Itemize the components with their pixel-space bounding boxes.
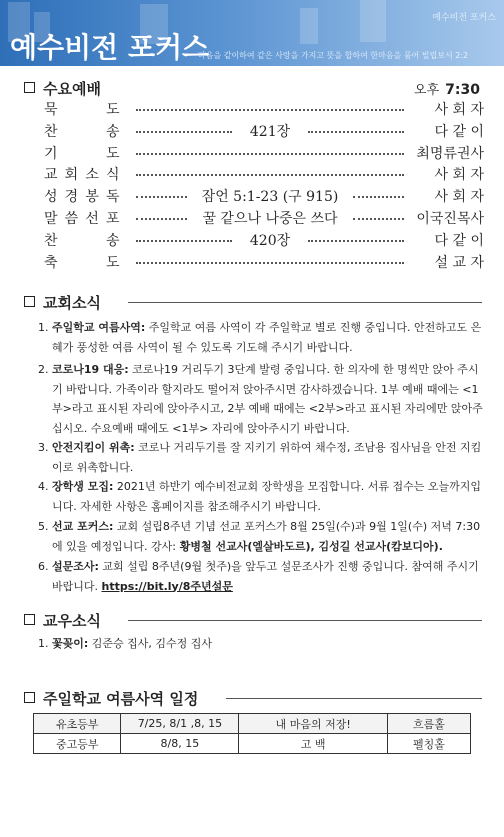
schedule-heading: 주일학교 여름사역 일정 <box>24 688 198 709</box>
service-row: 교 회 소 식 사 회 자 <box>44 164 484 186</box>
section-divider <box>128 302 482 303</box>
checkbox-square-icon <box>24 82 35 93</box>
service-row-detail: 잠언 5:1-23 (구 915) <box>201 189 339 206</box>
news-item-1: 1. 주일학교 여름사역: 주일학교 여름 사역이 각 주일학교 별로 진행 중입니다. 안전하고도 은혜가 풍성한 여름 사역이 될 수 있도록 기도해 주시기 바랍니다. <box>38 321 482 354</box>
schedule-table <box>33 713 471 754</box>
checkbox-square-icon <box>24 692 35 703</box>
service-row-person: 사 회 자 <box>434 167 484 184</box>
service-row-person: 사 회 자 <box>434 102 484 118</box>
dept-cell: 유초등부 <box>34 714 121 734</box>
checkbox-square-icon <box>24 614 35 625</box>
leader-dots <box>136 218 187 220</box>
leader-dots <box>136 262 404 264</box>
section-divider <box>226 698 482 699</box>
leader-dots <box>136 109 404 111</box>
service-row: 찬 송 421장 다 같 이 <box>44 121 484 143</box>
leader-dots <box>136 240 232 242</box>
leader-dots <box>136 153 404 155</box>
service-row: 성 경 봉 독 잠언 5:1-23 (구 915) 사 회 자 <box>44 186 484 208</box>
leader-dots <box>136 174 404 176</box>
service-row: 기 도 최명류권사 <box>44 143 484 165</box>
dept-cell: 중고등부 <box>34 734 121 754</box>
theme-cell: 내 마음의 저장! <box>239 714 388 734</box>
service-row: 말 씀 선 포 꿀 같으나 나중은 쓰다 이국진목사 <box>44 208 484 230</box>
place-cell: 흐름홀 <box>387 714 470 734</box>
service-row: 묵 도 사 회 자 <box>44 99 484 121</box>
bulletin-slogan: 마음을 같이하여 같은 사랑을 가지고 뜻을 합하여 한마음을 품어 빌립보서 2:2 <box>198 51 469 60</box>
news-item-2: 2. 코로나19 대응: 코로나19 거리두기 3단계 발령 중입니다. 한 의자에 한 명씩만 앉아 주시기 바랍니다. 가족이라 할지라도 떨어져 앉아주시면 감사하겠습니다. 1부 예배 때에는 <1부>라고 표시된 자리에 앉아주시고, 2부 예배 때에는 <2부>라고 표시된 자리에만 앉아주십시오. 수요예배 때에도 <1부> 자리에 앉아주시기 바랍니다. <box>38 363 483 435</box>
leader-dots <box>136 196 187 198</box>
service-row-person: 사 회 자 <box>434 189 484 206</box>
leader-dots <box>308 131 404 133</box>
church-news-heading: 교회소식 <box>24 292 101 313</box>
service-row-person: 이국진목사 <box>416 211 484 227</box>
table-row <box>34 714 471 734</box>
checkbox-square-icon <box>24 296 35 307</box>
leader-dots <box>353 196 404 198</box>
news-item-6: 6. 설문조사: 교회 설립 8주년(9월 첫주)을 앞두고 설문조사가 진행 중입니다. 참여해 주시기 바랍니다. https://bit.ly/8주년설문 <box>38 560 479 593</box>
section-divider <box>128 620 482 621</box>
leader-dots <box>308 240 404 242</box>
news-item-3: 3. 안전지킴이 위촉: 코로나 거리두기를 잘 지키기 위하여 채수정, 조남용 집사님을 안전 지킴이로 위촉합니다. <box>38 441 482 474</box>
service-row-person: 최명류권사 <box>416 145 484 162</box>
place-cell: 펠칭홀 <box>387 734 470 754</box>
survey-link[interactable]: https://bit.ly/8주년설문 <box>101 579 233 593</box>
corner-watermark: 예수비전 포커스 <box>432 13 496 23</box>
member-news-heading: 교우소식 <box>24 610 101 631</box>
header-banner <box>0 0 504 66</box>
building-graphic <box>360 0 386 42</box>
service-row-detail: 꿀 같으나 나중은 쓰다 <box>202 211 338 227</box>
building-graphic <box>300 8 318 44</box>
bulletin-title: 예수비전 포커스 <box>10 31 210 64</box>
service-row-person: 다 같 이 <box>434 123 484 140</box>
news-item-5: 5. 선교 포커스: 교회 설립8주년 기념 선교 포커스가 8월 25일(수)과 9월 1일(수) 저녁 7:30에 있을 예정입니다. 강사: 황병철 선교사(엘살바도르), 김성길 선교사(캄보디아). <box>38 520 481 553</box>
dates-cell: 8/8, 15 <box>121 734 239 754</box>
service-row-detail: 420장 <box>249 232 291 249</box>
wed-service-heading: 수요예배 <box>24 78 101 99</box>
member-item-1: 1. 꽃꽂이: 김준승 집사, 김수정 집사 <box>38 637 213 650</box>
leader-dots <box>136 131 232 133</box>
table-row <box>34 734 471 754</box>
leader-dots <box>353 218 404 220</box>
theme-cell: 고 백 <box>239 734 388 754</box>
dates-cell: 7/25, 8/1 ,8, 15 <box>121 714 239 734</box>
service-row-person: 설 교 자 <box>434 254 484 271</box>
service-row-detail: 421장 <box>249 123 291 140</box>
news-item-4: 4. 장학생 모집: 2021년 하반기 예수비전교회 장학생을 모집합니다. 서류 접수는 오늘까지입니다. 자세한 사항은 홈페이지를 참조해주시기 바랍니다. <box>38 480 481 513</box>
service-row: 축 도 설 교 자 <box>44 252 484 274</box>
service-row-person: 다 같 이 <box>434 232 484 249</box>
service-time: 오후 7:30 <box>414 82 480 98</box>
service-row: 찬 송 420장 다 같 이 <box>44 230 484 252</box>
